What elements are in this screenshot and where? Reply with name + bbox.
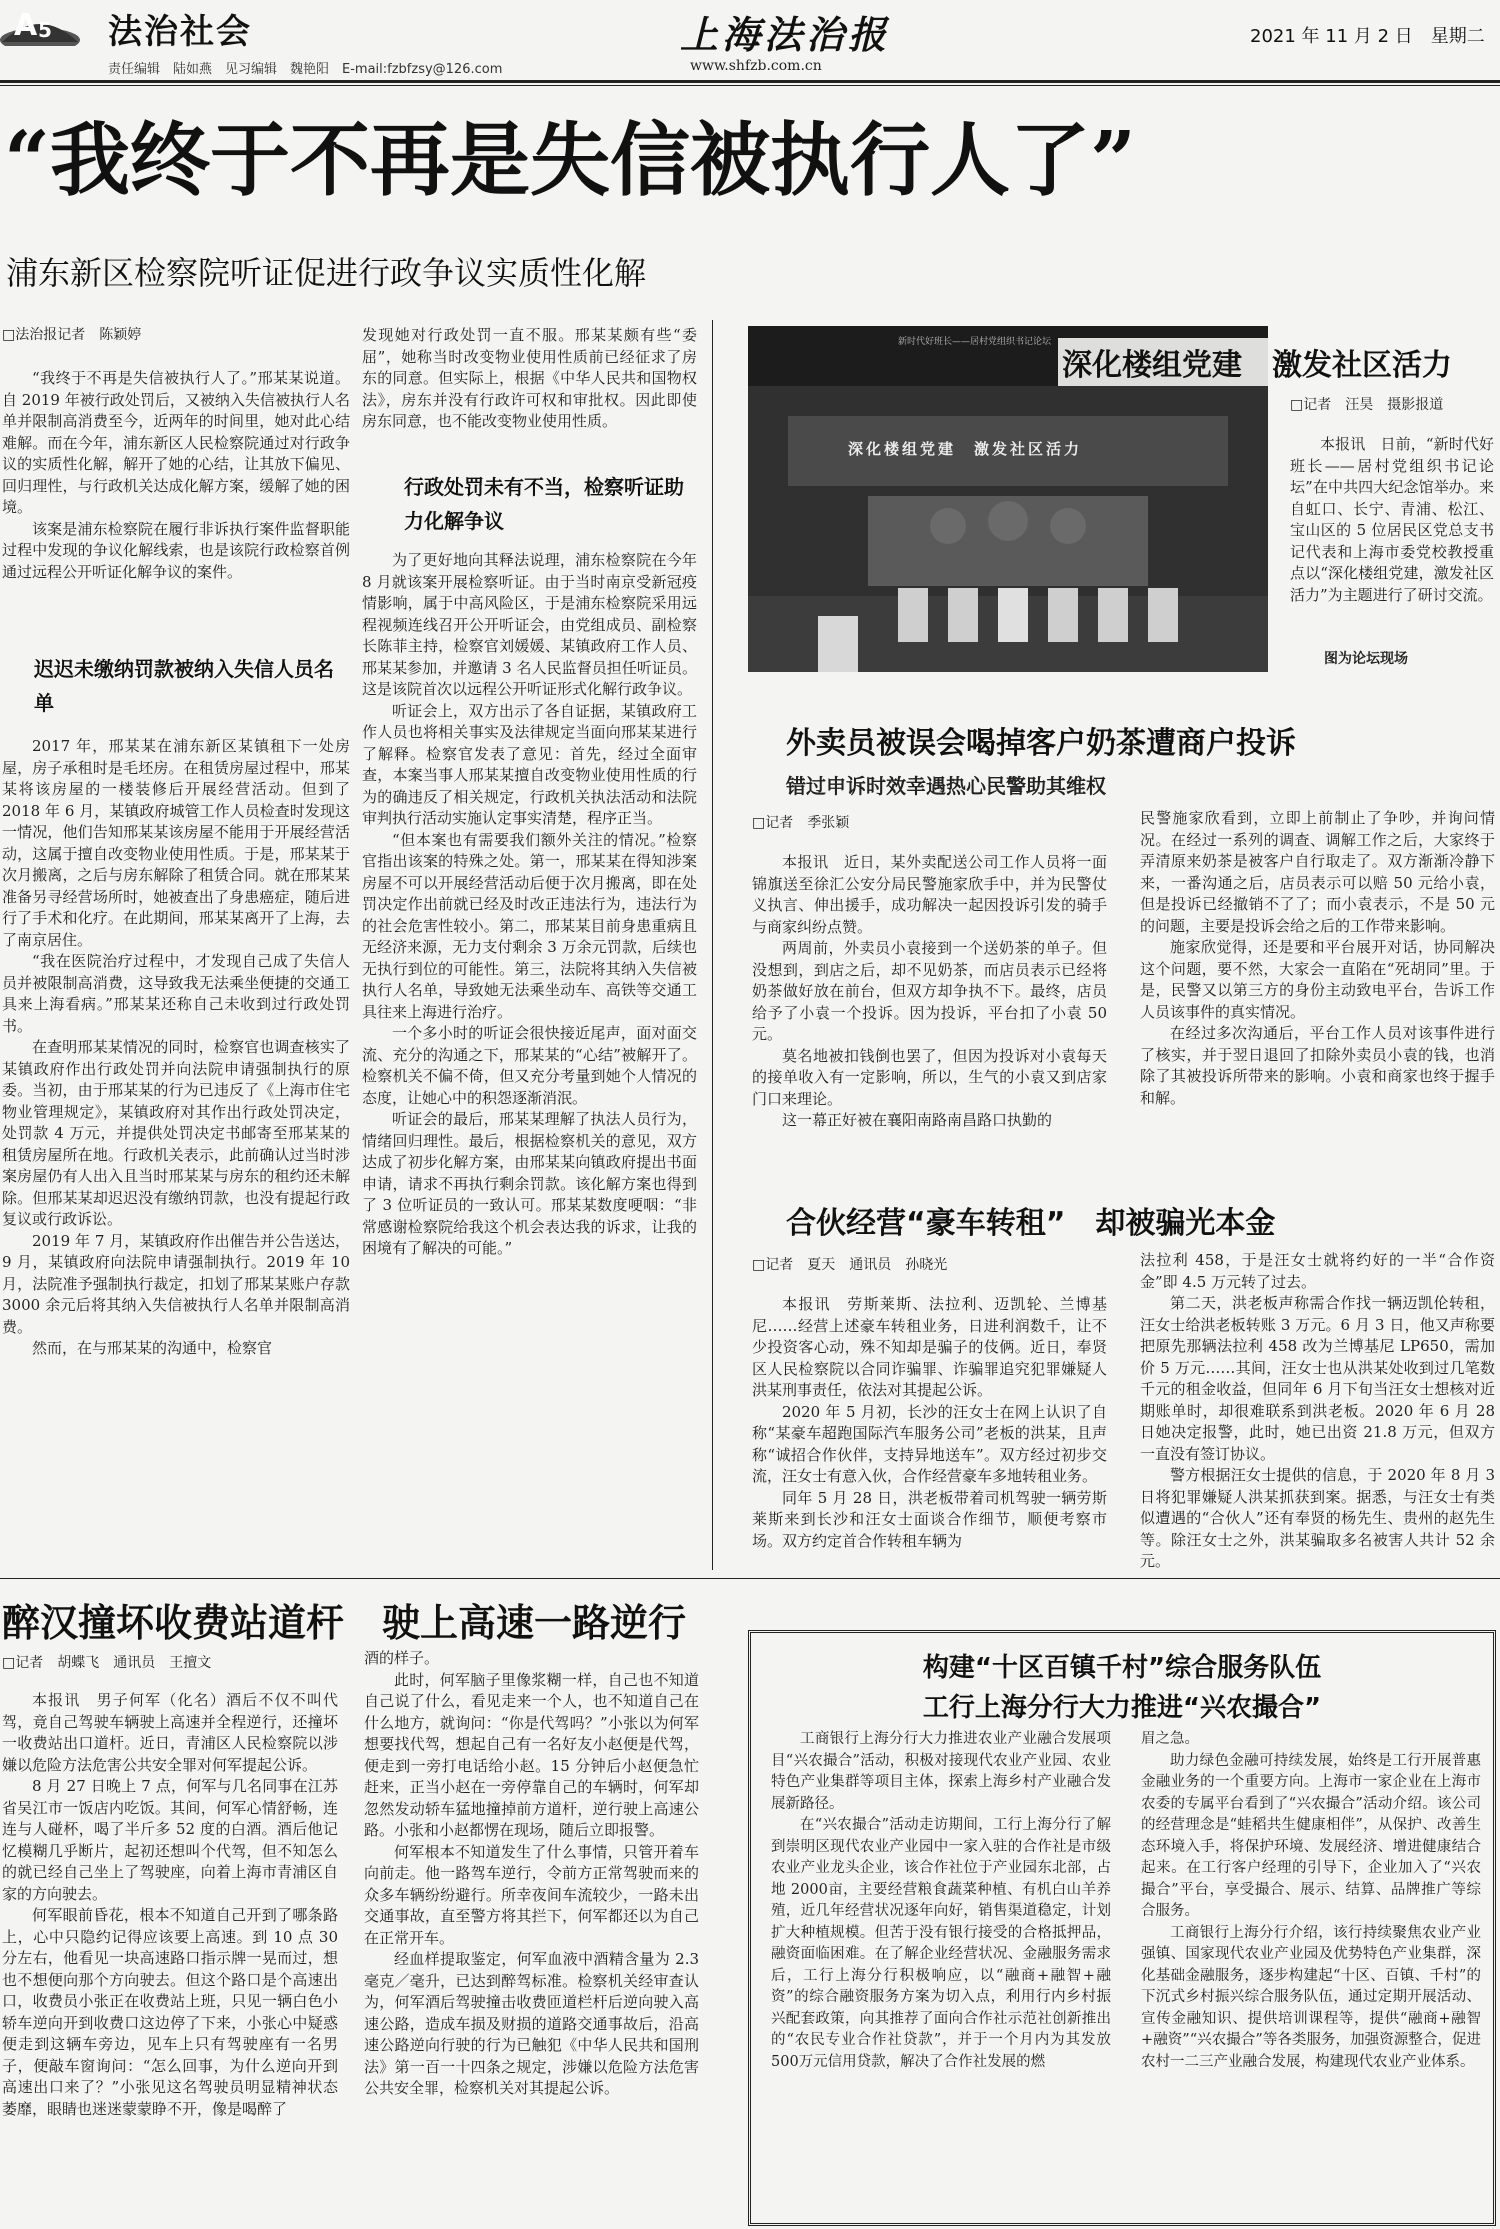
paragraph: 这一幕正好被在襄阳南路南昌路口执勤的 — [782, 1111, 1053, 1129]
photo-caption: 图为论坛现场 — [1324, 651, 1408, 667]
icbc-title-line1: 构建“十区百镇千村”综合服务队伍 — [922, 1653, 1322, 1683]
photo-banner-main: 深化楼组党建 激发社区活力 — [848, 440, 1083, 458]
paragraph: 本报讯 近日，某外卖配送公司工作人员将一面锦旗送至徐汇公安分局民警施家欣手中，并为民警仗义执言、伸出援手，成功解决一起因投诉引发的骑手与商家纠纷点赞。 — [752, 853, 1107, 936]
paragraph: 2017 年，邢某某在浦东新区某镇租下一处房屋，房子承租时是毛坯房。在租赁房屋过程中，邢某某将该房屋的一楼装修后开展经营活动。但到了 2018 年 6 月，某镇政府城管工作人员检查时发现这一情况，他们告知邢某某该房屋不能用于开展经营活动，这属于擅自改变物业使用性质。于是，邢某某于次月搬离，之后与房东解除了租赁合同。就在邢某某准备另寻经营场所时，她被查出了身患癌症，随后进行了手术和化疗。在此期间，邢某某离开了上海，去了南京居住。 — [2, 737, 350, 949]
paragraph: 在“兴农撮合”活动走访期间，工行上海分行了解到崇明区现代农业产业园中一家入驻的合作社是市级农业产业龙头企业，该合作社位于产业园东北部，占地 2000亩，主要经营粮食蔬菜种植、有机白山羊养殖，近几年经营状况逐年向好，销售渠道稳定，计划扩大种植规模。但苦于没有银行接受的合格抵押品，融资面临困难。在了解企业经营状况、金融服务需求后，工行上海分行积极响应，以“融商+融智+融资”的综合融资服务方案为切入点，利用行内乡村振兴配套政策，向其推荐了面向合作社示范社创新推出的“农民专业合作社贷款”，并于一个月内为其发放 500万元信用贷款，解决了合作社发展的燃 — [771, 1817, 1111, 2070]
drunk-byline: □记者 胡蝶飞 通讯员 王擅文 — [2, 1655, 212, 1671]
lead-byline: □法治报记者 陈颖婷 — [2, 327, 142, 343]
paragraph: 听证会的最后，邢某某理解了执法人员行为，情绪回归理性。最后，根据检察机关的意见，双方达成了初步化解方案，由邢某某向镇政府提出书面申请，请求不再执行剩余罚款。该化解方案也得到了 3 位听证员的一致认可。邢某某数度哽咽：“非常感谢检察院给我这个机会表达我的诉求，让我的困境有了解决的可能。” — [362, 1110, 697, 1257]
editors-line: 责任编辑 陆如燕 见习编辑 魏艳阳 E-mail:fzbfzsy@126.com — [108, 62, 503, 77]
paragraph: 经血样提取鉴定，何军血液中酒精含量为 2.3 毫克／毫升，已达到醉驾标准。检察机关经审查认为，何军酒后驾驶撞击收费匝道栏杆后逆向驶入高速公路，造成车损及财损的道路交通事故后，沿高速公路逆向行驶的行为已触犯《中华人民共和国刑法》第一百一十四条之规定，涉嫌以危险方法危害公共安全罪，检察机关对其提起公诉。 — [364, 1950, 699, 2097]
page-num: 5 — [38, 18, 52, 42]
section-title: 法治社会 — [108, 12, 252, 52]
column-divider — [712, 320, 713, 1570]
lead-col2-subhead: 行政处罚未有不当，检察听证助力化解争议 — [404, 475, 684, 533]
paragraph: 施家欣觉得，还是要和平台展开对话，协同解决这个问题，要不然，大家会一直陷在“死胡同”里。于是，民警又以第三方的身份主动致电平台，告诉工作人员该事件的真实情况。 — [1140, 938, 1495, 1021]
paragraph: 两周前，外卖员小袁接到一个送奶茶的单子。但没想到，到店之后，却不见奶茶，而店员表示已经将奶茶做好放在前台，但双方却争执不下。最终，店员给予了小袁一个投诉。因为投诉，平台扣了小袁 50 元。 — [752, 939, 1107, 1043]
paragraph: “但本案也有需要我们额外关注的情况。”检察官指出该案的特殊之处。第一，邢某某在得知涉案房屋不可以开展经营活动后便于次月搬离，即在处罚决定作出前就已经及时改正违法行为，违法行为的社会危害性较小。第二，邢某某目前身患重病且无经济来源，无力支付剩余 3 万余元罚款，后续也无执行到位的可能性。第三，法院将其纳入失信被执行人名单，导致她无法乘坐动车、高铁等交通工具往来上海进行治疗。 — [362, 830, 697, 1021]
website: www.shfzb.com.cn — [690, 58, 822, 74]
icbc-box — [748, 1630, 1496, 2226]
drunk-col2 — [364, 1648, 699, 2226]
paragraph: 第二天，洪老板声称需合作找一辆迈凯伦转租，汪女士给洪老板转账 3 万元。6 月 3 日，他又声称要把原先那辆法拉利 458 改为兰博基尼 LP650，需加价 5 万元……其间，汪女士也从洪某处收到过几笔数千元的租金收益，但同年 6 月下旬当汪女士想核对近期账单时，却很难联系到洪老板。2020 年 6 月 28 日她决定报警，此时，她已出资 21.8 万元，但双方一直没有签订协议。 — [1140, 1294, 1495, 1463]
paragraph: 工商银行上海分行介绍，该行持续聚焦农业产业强镇、国家现代农业产业园及优势特色产业集群，深化基础金融服务，逐步构建起“十区、百镇、千村”的下沉式乡村振兴综合服务队伍，通过定期开展活动、宣传金融知识、提供培训课程等，提供“融商+融智+融资”“兴农撮合”等各类服务，加强资源整合，促进农村一二三产业融合发展，构建现代农业产业体系。 — [1141, 1924, 1481, 2070]
paragraph: 何军眼前昏花，根本不知道自己开到了哪条路上，心中只隐约记得应该要上高速。到 10 点 30 分左右，他看见一块高速路口指示牌一晃而过，想也不想便向那个方向驶去。但这个路口是个高速出口，收费员小张正在收费站上班，只见一辆白色小轿车逆向开到收费口这边停了下来，小张心中疑惑便走到这辆车旁边，见车上只有驾驶座有一名男子，便敲车窗询问：“怎么回事，为什么逆向开到高速出口来了？”小张见这名驾驶员明显精神状态萎靡，眼睛也迷迷蒙蒙睁不开，像是喝醉了 — [2, 1906, 338, 2118]
header-rule — [0, 80, 1500, 83]
paragraph: 在经过多次沟通后，平台工作人员对该事件进行了核实，并于翌日退回了扣除外卖员小袁的钱，也消除了其被投诉所带来的影响。小袁和商家也终于握手和解。 — [1140, 1024, 1495, 1107]
photo-story-body — [1290, 434, 1494, 644]
lead-col1b — [2, 736, 350, 1568]
paragraph: 在查明邢某某情况的同时，检察官也调查核实了某镇政府作出行政处罚并向法院申请强制执行的原委。当初，由于邢某某的行为已违反了《上海市住宅物业管理规定》，某镇政府对其作出行政处罚决定，处罚款 4 万元，并提供处罚决定书邮寄至邢某某的租赁房屋所在地。行政机关表示，此前确认过当时涉案房屋仍有人出入且当时邢某某与房东的租约还未解除。但邢某某却迟迟没有缴纳罚款，也没有提起行政复议或行政诉讼。 — [2, 1038, 350, 1228]
paragraph: 酒的样子。 — [364, 1649, 440, 1667]
paragraph: 本报讯 劳斯莱斯、法拉利、迈凯轮、兰博基尼……经营上述豪车转租业务，日进利润数千，让不少投资客心动，殊不知却是骗子的伎俩。近日，奉贤区人民检察院以合同诈骗罪、诈骗罪追究犯罪嫌疑人洪某刑事责任，依法对其提起公诉。 — [752, 1295, 1107, 1399]
photo-banner-top: 新时代好班长——居村党组织书记论坛 — [898, 337, 1052, 347]
paragraph: “我在医院治疗过程中，才发现自己成了失信人员并被限制高消费，这导致我无法乘坐便捷的交通工具来上海看病。”邢某某还称自己未收到过行政处罚书。 — [2, 952, 350, 1035]
car-col1 — [752, 1294, 1107, 1569]
icbc-col1 — [771, 1729, 1111, 2219]
issue-date: 2021 年 11 月 2 日 星期二 — [1250, 26, 1485, 47]
paragraph: 同年 5 月 28 日，洪老板带着司机驾驶一辆劳斯莱斯来到长沙和汪女士面谈合作细节，顺便考察市场。双方约定首合作转租车辆为 — [752, 1488, 1107, 1550]
lead-col2b — [362, 550, 697, 1568]
lead-subheadline: 浦东新区检察院听证促进行政争议实质性化解 — [6, 254, 647, 292]
drunk-headline: 醉汉撞坏收费站道杆 驶上高速一路逆行 — [2, 1601, 687, 1645]
paragraph: 2019 年 7 月，某镇政府作出催告并公告送达，9 月，某镇政府向法院申请强制执行。2019 年 10 月，法院准予强制执行裁定，扣划了邢某某账户存款 3000 余元后将其纳入失信被执行人名单并限制高消费。 — [2, 1231, 350, 1336]
paragraph: 听证会上，双方出示了各自证据，某镇政府工作人员也将相关事实及法律规定当面向邢某某进行了解释。检察官发表了意见：首先，经过全面审查，本案当事人邢某某擅自改变物业使用性质的行为的确违反了相关规定，行政机关执法活动和法院审判执行活动实施认定事实清楚，程序正当。 — [362, 701, 697, 827]
paragraph: 本报讯 日前，“新时代好班长——居村党组织书记论坛”在中共四大纪念馆举办。来自虹口、长宁、青浦、松江、宝山区的 5 位居民区党总支书记代表和上海市委党校教授重点以“深化楼组党建，激发社区活力”为主题进行了研讨交流。 — [1290, 435, 1494, 604]
page-number-badge — [0, 2, 100, 46]
car-byline: □记者 夏天 通讯员 孙晓光 — [752, 1257, 948, 1273]
paragraph: 助力绿色金融可持续发展，始终是工行开展普惠金融业务的一个重要方向。上海市一家企业在上海市农委的专属平台看到了“兴农撮合”活动介绍。该公司的经营理念是“蛙稻共生健康相伴”，从保护、改善生态环境入手，将保护环境、发展经济、增进健康结合起来。在工行客户经理的引导下，企业加入了“兴农撮合”平台，享受撮合、展示、结算、品牌推广等综合服务。 — [1141, 1752, 1481, 1919]
paragraph: 本报讯 男子何军（化名）酒后不仅不叫代驾，竟自己驾驶车辆驶上高速并全程逆行，还撞坏一收费站出口道杆。近日，青浦区人民检察院以涉嫌以危险方法危害公共安全罪对何军提起公诉。 — [2, 1691, 338, 1774]
icbc-title-line2: 工行上海分行大力推进“兴农撮合” — [922, 1693, 1322, 1723]
icbc-col2 — [1141, 1729, 1481, 2219]
lead-col1 — [2, 368, 350, 590]
paragraph: 眉之急。 — [1141, 1731, 1199, 1747]
paragraph: 然而，在与邢某某的沟通中，检察官 — [32, 1339, 273, 1357]
paragraph: 何军根本不知道发生了什么事情，只管开着车向前走。他一路驾车逆行，令前方正常驾驶而来的众多车辆纷纷避行。所幸夜间车流较少，一路未出交通事故，直至警方将其拦下，何军都还以为自己在正常开车。 — [364, 1842, 699, 1947]
paragraph: 法拉利 458，于是汪女士就将约好的一半“合作资金”即 4.5 万元转了过去。 — [1140, 1251, 1495, 1291]
header-rule-thin — [0, 85, 1500, 86]
paragraph: “我终于不再是失信被执行人了。”邢某某说道。自 2019 年被行政处罚后，又被纳入失信被执行人名单并限制高消费至今，近两年的时间里，她对此心结难解。而在今年，浦东新区人民检察院通过对行政争议的实质性化解，解开了她的心结，让其放下偏见、回归理性，与行政机关达成化解方案，缓解了她的困境。 — [2, 369, 350, 516]
milktea-col2 — [1140, 808, 1495, 1203]
page-letter: A — [14, 8, 38, 43]
paragraph: 工商银行上海分行大力推进农业产业融合发展项目“兴农撮合”活动，积极对接现代农业产业园、农业特色产业集群等项目主体，探索上海乡村产业融合发展新路径。 — [771, 1731, 1111, 1812]
lead-col1-subhead: 迟迟未缴纳罚款被纳入失信人员名单 — [34, 657, 334, 715]
photo-story-headline: 深化楼组党建 激发社区活力 — [1058, 338, 1456, 386]
photo-story-byline: □记者 汪昊 摄影报道 — [1290, 397, 1444, 413]
car-headline: 合伙经营“豪车转租” 却被骗光本金 — [786, 1206, 1276, 1241]
paragraph: 民警施家欣看到，立即上前制止了争吵，并询问情况。在经过一系列的调查、调解工作之后，大家终于弄清原来奶茶是被客户自行取走了。双方渐渐冷静下来，一番沟通之后，店员表示可以赔 50 元给小袁，但是投诉已经撤销不了了；而小袁表示，不是 50 元的问题，主要是投诉会给之后的工作带来影响。 — [1140, 809, 1495, 935]
lead-headline: “我终于不再是失信被执行人了” — [4, 113, 1137, 207]
car-col2 — [1140, 1250, 1495, 1570]
section-divider — [0, 1578, 1500, 1579]
lead-col2 — [362, 325, 697, 465]
paragraph: 莫名地被扣钱倒也罢了，但因为投诉对小袁每天的接单收入有一定影响，所以，生气的小袁又到店家门口来理论。 — [752, 1046, 1107, 1108]
drunk-col1 — [2, 1690, 338, 2226]
paragraph: 8 月 27 日晚上 7 点，何军与几名同事在江苏省吴江市一饭店内吃饭。其间，何军心情舒畅，连连与人碰杯，喝了半斤多 52 度的白酒。酒后他记忆模糊几乎断片，起初还想叫个代驾，但不知怎么的就已经自己坐上了驾驶座，向着上海市青浦区自家的方向驶去。 — [2, 1777, 338, 1903]
masthead: 上海法治报 — [680, 12, 891, 57]
paragraph: 一个多小时的听证会很快接近尾声，面对面交流、充分的沟通之下，邢某某的“心结”被解开了。检察机关不偏不倚，但又充分考量到她个人情况的态度，让她心中的积怨逐渐消泯。 — [362, 1024, 697, 1107]
milktea-headline: 外卖员被误会喝掉客户奶茶遭商户投诉 — [786, 726, 1296, 761]
milktea-col1 — [752, 852, 1107, 1202]
milktea-subheadline: 错过申诉时效幸遇热心民警助其维权 — [786, 774, 1106, 798]
paragraph: 为了更好地向其释法说理，浦东检察院在今年 8 月就该案开展检察听证。由于当时南京受新冠疫情影响，属于中高风险区，于是浦东检察院采用远程视频连线召开公开听证会，由党组成员、副检察长陈菲主持，检察官刘媛媛、某镇政府工作人员、邢某某参加，并邀请 3 名人民监督员担任听证员。这是该院首次以远程公开听证形式化解行政争议。 — [362, 551, 697, 698]
milktea-byline: □记者 季张颖 — [752, 815, 850, 831]
paragraph: 此时，何军脑子里像浆糊一样，自己也不知道自己说了什么，看见走来一个人，也不知道自己在什么地方，就询问：“你是代驾吗？”小张以为何军想要找代驾，想起自己有一名好友小赵便是代驾，便走到一旁打电话给小赵。15 分钟后小赵便急忙赶来，正当小赵在一旁停靠自己的车辆时，何军却忽然发动轿车猛地撞掉前方道杆，逆行驶上高速公路。小张和小赵都愣在现场，随后立即报警。 — [364, 1670, 699, 1839]
paragraph: 2020 年 5 月初，长沙的汪女士在网上认识了自称“某豪车超跑国际汽车服务公司”老板的洪某，且声称“诚招合作伙伴，支持异地送车”。双方经过初步交流，汪女士有意入伙，合作经营豪车多地转租业务。 — [752, 1402, 1107, 1485]
paragraph: 警方根据汪女士提供的信息，于 2020 年 8 月 3 日将犯罪嫌疑人洪某抓获到案。据悉，与汪女士有类似遭遇的“合伙人”还有奉贤的杨先生、贵州的赵先生等。除汪女士之外，洪某骗取多名被害人共计 52 余元。 — [1140, 1466, 1495, 1570]
paragraph: 发现她对行政处罚一直不服。邢某某颇有些“委屈”，她称当时改变物业使用性质前已经征求了房东的同意。但实际上，根据《中华人民共和国物权法》，房东并没有行政许可权和审批权。因此即使房东同意，也不能改变物业使用性质。 — [362, 326, 697, 430]
paragraph: 该案是浦东检察院在履行非诉执行案件监督职能过程中发现的争议化解线索，也是该院行政检察首例通过远程公开听证化解争议的案件。 — [2, 519, 350, 581]
